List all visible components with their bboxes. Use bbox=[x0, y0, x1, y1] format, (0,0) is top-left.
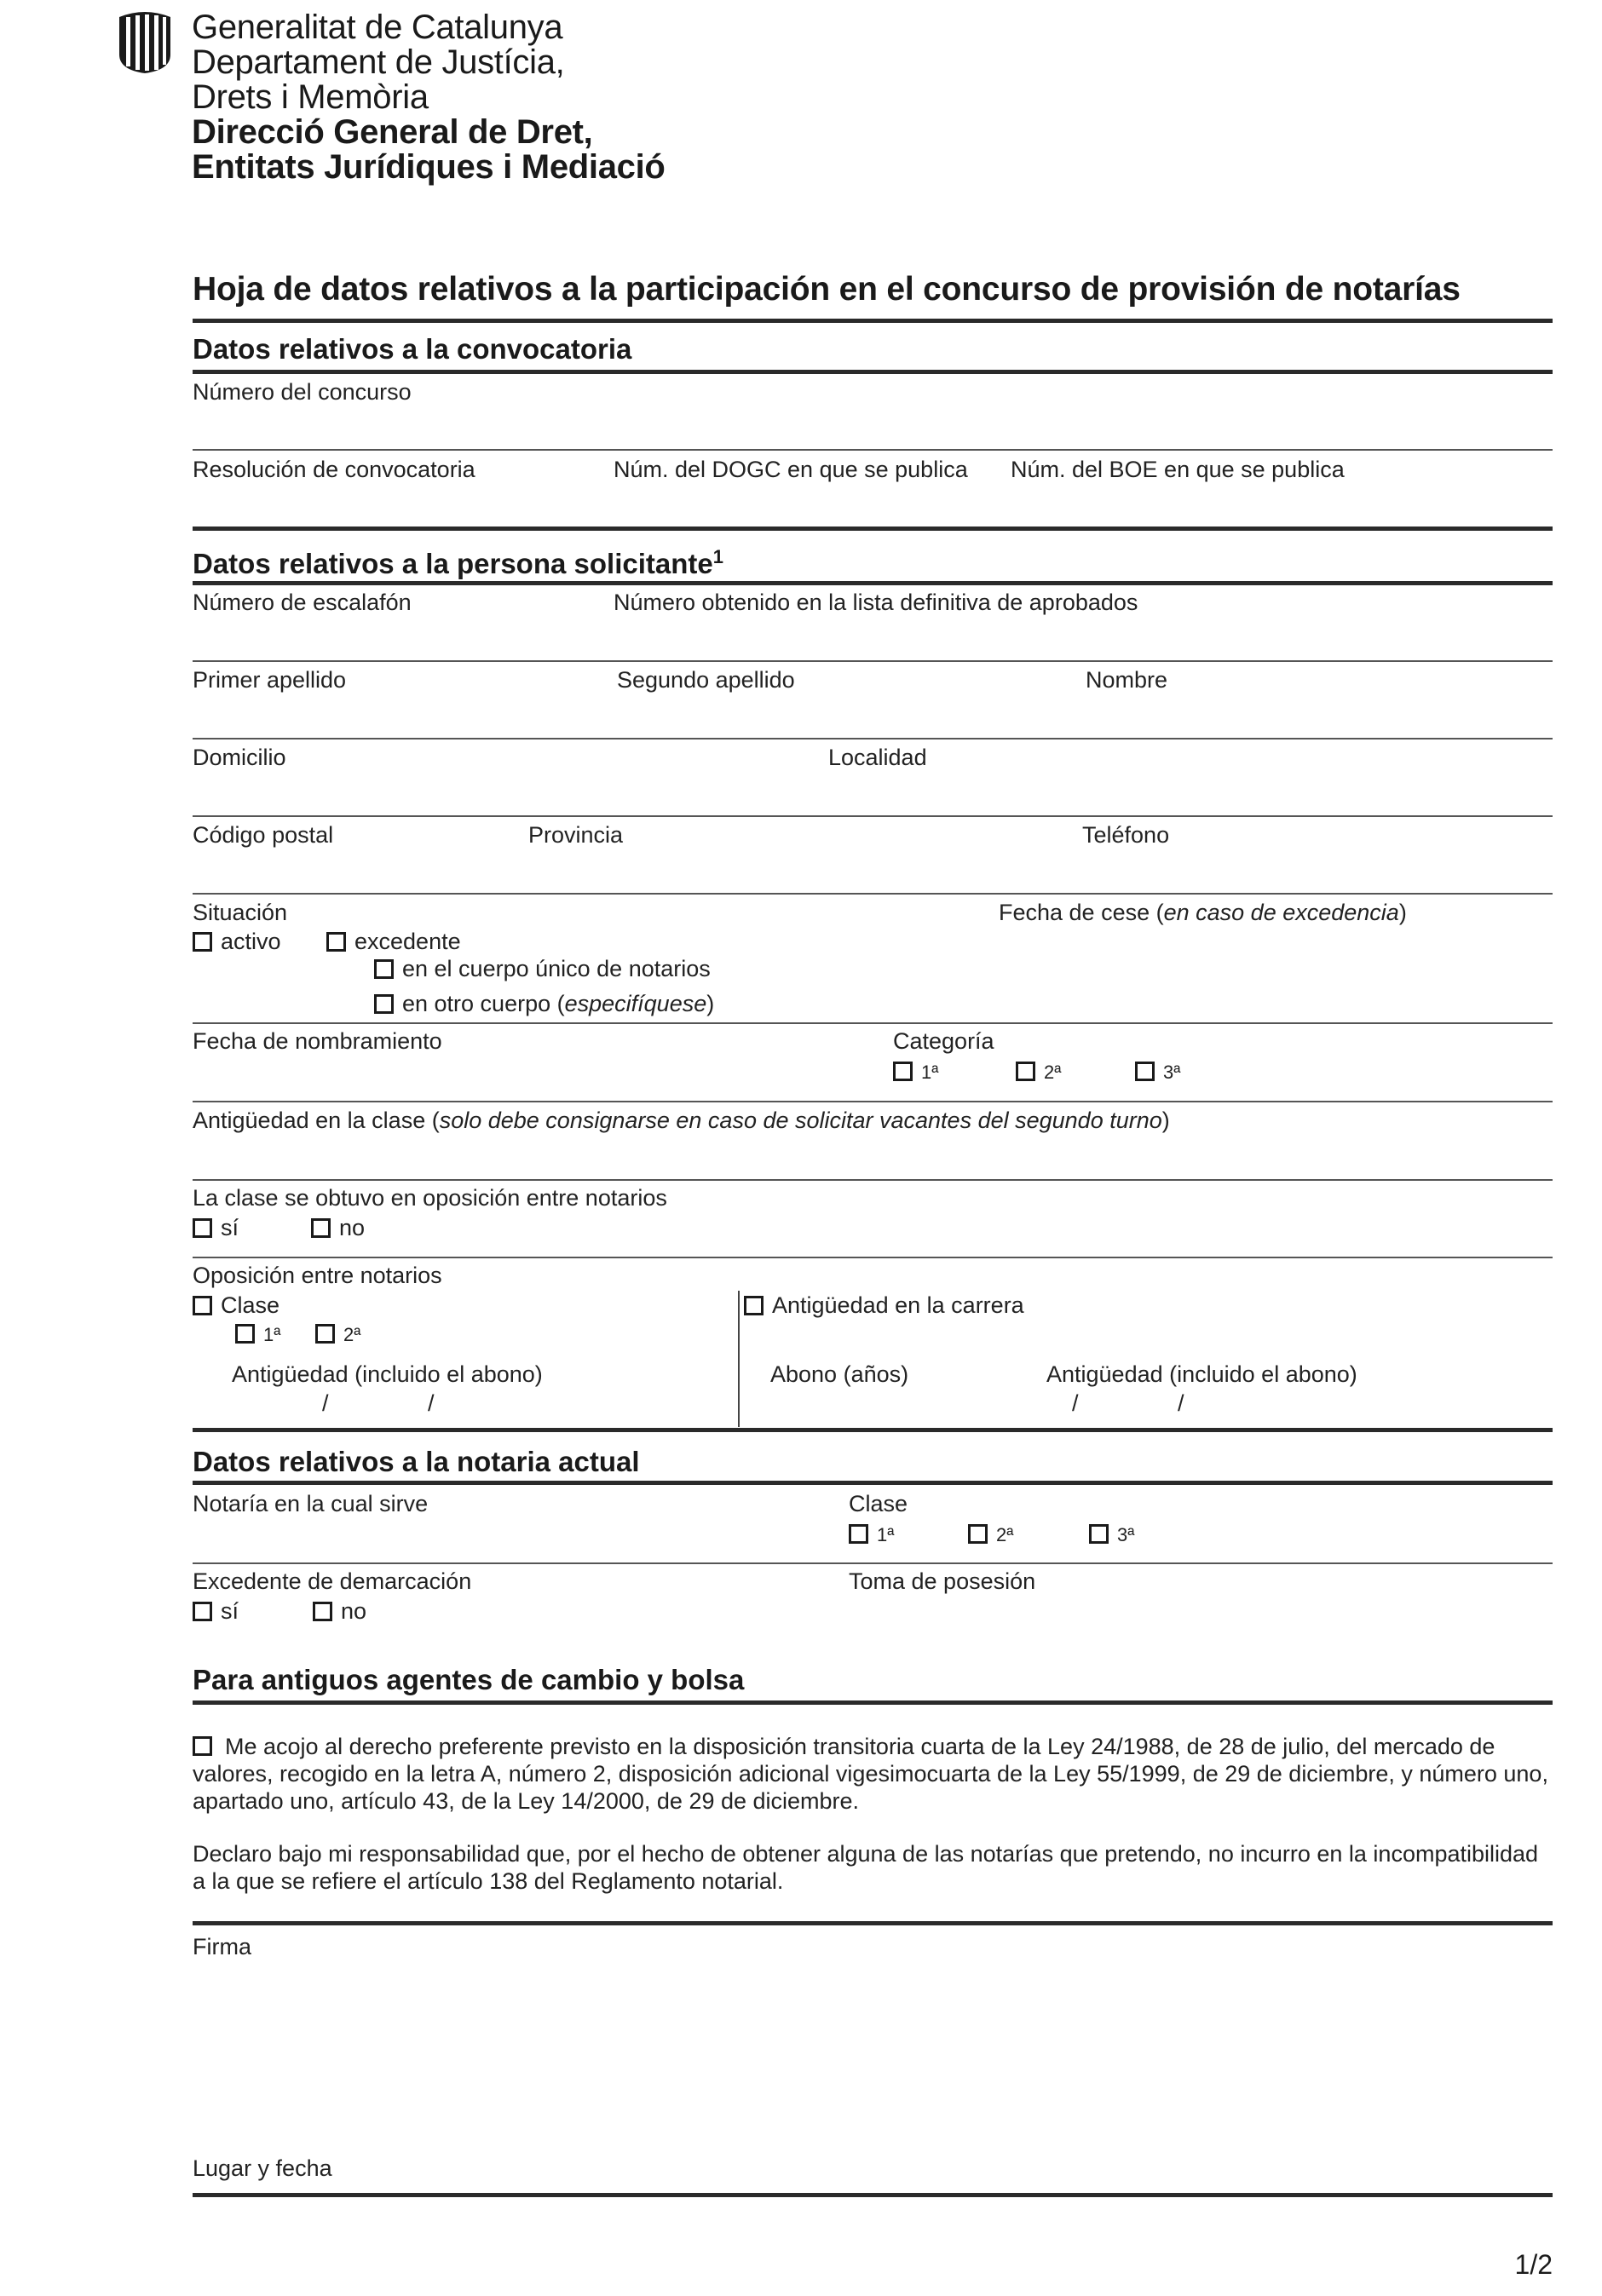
header-line-2: Departament de Justícia, bbox=[192, 43, 565, 81]
checkbox-icon bbox=[1016, 1062, 1035, 1081]
column-divider bbox=[738, 1291, 740, 1427]
excedente-checkbox[interactable]: excedente bbox=[326, 929, 461, 955]
provincia-label: Provincia bbox=[528, 822, 624, 848]
notaria-clase-2-checkbox[interactable]: 2ª bbox=[968, 1521, 1013, 1547]
demarcacion-si-checkbox[interactable]: sí bbox=[193, 1598, 239, 1625]
otro-cuerpo-checkbox[interactable]: en otro cuerpo (especifíquese) bbox=[374, 991, 714, 1017]
categoria-3-checkbox[interactable]: 3ª bbox=[1135, 1058, 1180, 1085]
page-number: 1/2 bbox=[1514, 2249, 1553, 2280]
telefono-label: Teléfono bbox=[1082, 822, 1170, 848]
section-rule bbox=[193, 1428, 1553, 1432]
notaria-clase-3-checkbox[interactable]: 3ª bbox=[1089, 1521, 1134, 1547]
notaria-clase-1-checkbox[interactable]: 1ª bbox=[849, 1521, 894, 1547]
lista-label: Número obtenido en la lista definitiva de aprobados bbox=[614, 590, 1138, 615]
primer-apellido-label: Primer apellido bbox=[193, 667, 347, 693]
localidad-label: Localidad bbox=[828, 745, 927, 770]
section-rule bbox=[193, 2193, 1553, 2197]
activo-checkbox[interactable]: activo bbox=[193, 929, 281, 955]
domicilio-label: Domicilio bbox=[193, 745, 286, 770]
checkbox-icon bbox=[193, 1296, 212, 1315]
checkbox-icon bbox=[1089, 1524, 1109, 1544]
date-slash: / bbox=[322, 1390, 329, 1416]
header-line-5: Entitats Jurídiques i Mediació bbox=[192, 148, 666, 186]
checkbox-icon bbox=[849, 1524, 868, 1544]
resolucion-field[interactable] bbox=[193, 481, 1547, 524]
checkbox-icon bbox=[311, 1218, 331, 1238]
section-agentes-heading: Para antiguos agentes de cambio y bolsa bbox=[193, 1664, 745, 1695]
declaro-text: Declaro bajo mi responsabilidad que, por el hecho de obtener alguna de las notarías que pretendo, no incurro en la incompatibilidad a la que se refiere el artículo 138 del Reglamento notarial. bbox=[193, 1841, 1539, 1894]
field-rule bbox=[193, 893, 1553, 895]
generalitat-logo-icon bbox=[115, 10, 175, 74]
numero-concurso-field[interactable] bbox=[193, 400, 1547, 447]
checkbox-icon bbox=[893, 1062, 913, 1081]
clase-obtuvo-no-checkbox[interactable]: no bbox=[311, 1215, 365, 1241]
checkbox-icon bbox=[193, 1602, 212, 1621]
section-rule bbox=[193, 370, 1553, 374]
field-rule bbox=[193, 1179, 1553, 1181]
date-slash: / bbox=[1072, 1390, 1079, 1416]
checkbox-icon bbox=[1135, 1062, 1155, 1081]
field-rule bbox=[193, 738, 1553, 739]
fecha-cese-label: Fecha de cese (en caso de excedencia) bbox=[999, 900, 1407, 925]
escalafon-label: Número de escalafón bbox=[193, 590, 412, 615]
field-rule bbox=[193, 815, 1553, 817]
antiguedad-abono-2-label: Antigüedad (incluido el abono) bbox=[1046, 1361, 1357, 1387]
resolucion-label: Resolución de convocatoria bbox=[193, 457, 475, 482]
header-line-1: Generalitat de Catalunya bbox=[192, 9, 563, 46]
section-rule bbox=[193, 1481, 1553, 1485]
checkbox-icon bbox=[968, 1524, 988, 1544]
toma-posesion-label: Toma de posesión bbox=[849, 1568, 1036, 1594]
nombre-label: Nombre bbox=[1086, 667, 1168, 693]
oposicion-clase-1-checkbox[interactable]: 1ª bbox=[235, 1321, 280, 1347]
antiguedad-carrera-checkbox[interactable]: Antigüedad en la carrera bbox=[744, 1292, 1024, 1319]
field-rule bbox=[193, 1257, 1553, 1258]
section-rule bbox=[193, 1700, 1553, 1705]
excedente-demarcacion-label: Excedente de demarcación bbox=[193, 1568, 472, 1594]
field-rule bbox=[193, 449, 1553, 451]
section-rule bbox=[193, 581, 1553, 585]
cuerpo-unico-checkbox[interactable]: en el cuerpo único de notarios bbox=[374, 956, 711, 982]
section-rule bbox=[193, 527, 1553, 531]
header-line-3: Drets i Memòria bbox=[192, 78, 429, 116]
abono-anos-label: Abono (años) bbox=[770, 1361, 909, 1387]
checkbox-icon bbox=[744, 1296, 764, 1315]
demarcacion-no-checkbox[interactable]: no bbox=[313, 1598, 366, 1625]
checkbox-icon bbox=[313, 1602, 332, 1621]
clase-obtuvo-si-checkbox[interactable]: sí bbox=[193, 1215, 239, 1241]
firma-label: Firma bbox=[193, 1934, 251, 1959]
oposicion-label: Oposición entre notarios bbox=[193, 1263, 442, 1288]
boe-label: Núm. del BOE en que se publica bbox=[1011, 457, 1345, 482]
date-slash: / bbox=[1178, 1390, 1184, 1416]
page-title: Hoja de datos relativos a la participación en el concurso de provisión de notarías bbox=[193, 271, 1461, 308]
dogc-label: Núm. del DOGC en que se publica bbox=[614, 457, 968, 482]
numero-concurso-label: Número del concurso bbox=[193, 379, 412, 405]
checkbox-icon bbox=[374, 959, 394, 979]
antiguedad-clase-label: Antigüedad en la clase (solo debe consignarse en caso de solicitar vacantes del segundo turno) bbox=[193, 1108, 1170, 1133]
checkbox-icon bbox=[326, 932, 346, 952]
section-notaria-heading: Datos relativos a la notaria actual bbox=[193, 1446, 640, 1477]
field-rule bbox=[193, 1101, 1553, 1102]
oposicion-clase-checkbox[interactable]: Clase bbox=[193, 1292, 279, 1319]
categoria-2-checkbox[interactable]: 2ª bbox=[1016, 1058, 1061, 1085]
checkbox-icon bbox=[374, 994, 394, 1014]
field-rule bbox=[193, 1562, 1553, 1564]
checkbox-icon bbox=[193, 1218, 212, 1238]
header-line-4: Direcció General de Dret, bbox=[192, 113, 593, 151]
antiguedad-abono-label: Antigüedad (incluido el abono) bbox=[232, 1361, 543, 1387]
checkbox-icon bbox=[315, 1324, 335, 1344]
categoria-1-checkbox[interactable]: 1ª bbox=[893, 1058, 938, 1085]
clase-obtuvo-label: La clase se obtuvo en oposición entre notarios bbox=[193, 1185, 667, 1211]
firma-field[interactable] bbox=[193, 1964, 1547, 2151]
categoria-label: Categoría bbox=[893, 1028, 994, 1054]
field-rule bbox=[193, 1022, 1553, 1024]
footnote-marker: 1 bbox=[712, 546, 723, 567]
field-rule bbox=[193, 660, 1553, 662]
checkbox-icon bbox=[193, 932, 212, 952]
notaria-clase-label: Clase bbox=[849, 1491, 908, 1516]
section-solicitante-heading: Datos relativos a la persona solicitante$^1$ bbox=[193, 546, 723, 579]
lugar-fecha-label: Lugar y fecha bbox=[193, 2155, 332, 2181]
notaria-sirve-label: Notaría en la cual sirve bbox=[193, 1491, 429, 1516]
fecha-nombramiento-label: Fecha de nombramiento bbox=[193, 1028, 442, 1054]
oposicion-clase-2-checkbox[interactable]: 2ª bbox=[315, 1321, 360, 1347]
checkbox-icon bbox=[235, 1324, 255, 1344]
codigo-postal-label: Código postal bbox=[193, 822, 334, 848]
situacion-label: Situación bbox=[193, 900, 288, 925]
acojo-text: Me acojo al derecho preferente previsto en la disposición transitoria cuarta de la Ley 24/1988, de 28 de julio, del mercado de valores, recogido en la letra A, número 2, disposición adicional vigesimocuarta de la Ley 55/1999, de 29 de diciembre, y número uno, apartado uno, artículo 43, de la Ley 14/2000, de 29 de diciembre. bbox=[193, 1734, 1548, 1814]
title-rule bbox=[193, 319, 1553, 323]
segundo-apellido-label: Segundo apellido bbox=[617, 667, 795, 693]
date-slash: / bbox=[428, 1390, 435, 1416]
section-rule bbox=[193, 1921, 1553, 1925]
section-convocatoria-heading: Datos relativos a la convocatoria bbox=[193, 333, 632, 365]
